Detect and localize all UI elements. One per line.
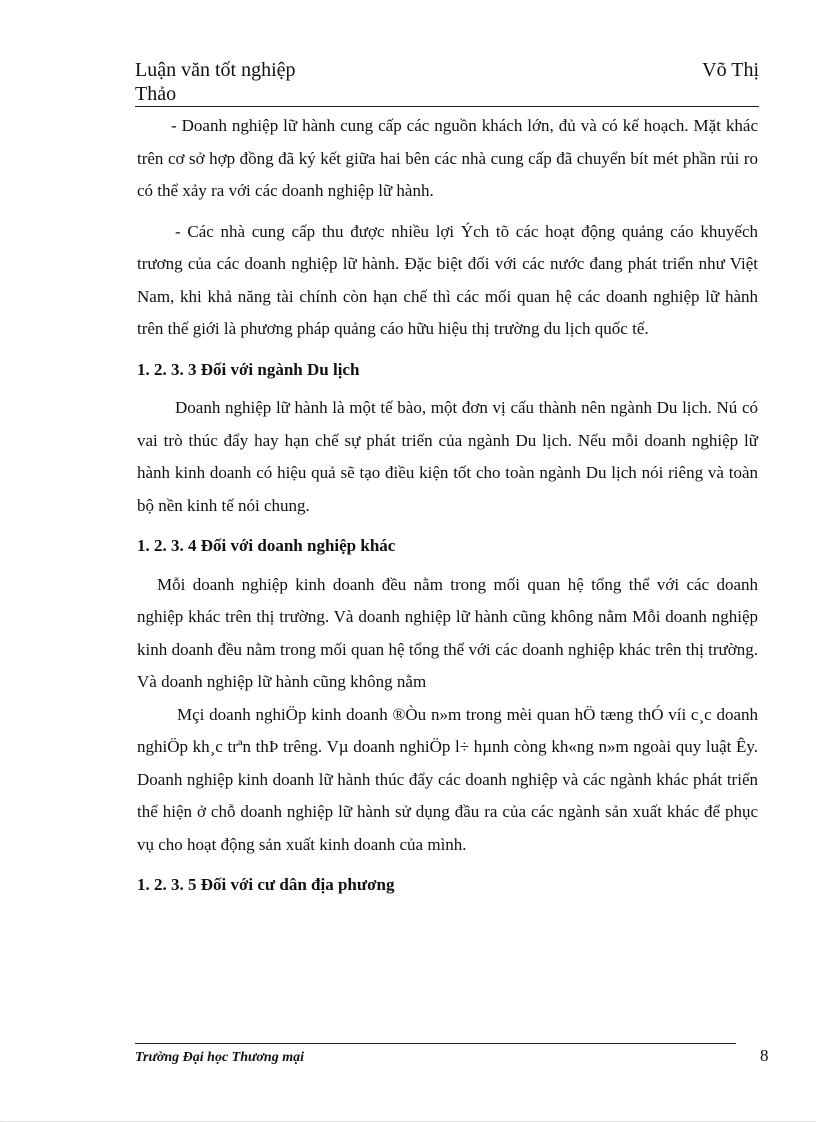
page-footer [135, 1043, 736, 1065]
paragraph-2: - Các nhà cung cấp thu được nhiều lợi Ých tõ các hoạt động quảng cáo khuyếch trương của các doanh nghiệp lữ hành. Đặc biệt đối với các nước đang phát triển như Việt Nam, khi khả năng tài chính còn hạn chế thì các mối quan hệ các doanh nghiệp lữ hành trên thế giới là phương pháp quảng cáo hữu hiệu thị trường du lịch quốc tế. [137, 221, 758, 338]
page-number: 8 [760, 1046, 769, 1065]
paragraph-5: Mçi doanh nghiÖp kinh doanh ®Òu n»m trong mèi quan hÖ tæng thÓ víi c¸c doanh nghiÖp kh¸c trªn thÞ trêng. Vµ doanh nghiÖp l÷ hµnh còng kh«ng n»m ngoài quy luật Êy. Doanh nghiệp kinh doanh lữ hành thúc đẩy các doanh nghiệp và các ngành khác phát triển thể hiện ở chỗ doanh nghiệp lữ hành sử dụng đầu ra của các ngành sản xuất khác để phục vụ cho hoạt động sản xuất kinh doanh của mình. [137, 704, 758, 854]
page-edge-divider [0, 1121, 816, 1122]
paragraph-1: - Doanh nghiệp lữ hành cung cấp các nguồn khách lớn, đủ và có kế hoạch. Mặt khác trên cơ sở hợp đồng đã ký kết giữa hai bên các nhà cung cấp đã chuyển bít mét phần rủi ro có thể xảy ra với các doanh nghiệp lữ hành. [137, 116, 758, 200]
section-heading-1-2-3-4: 1. 2. 3. 4 Đối với doanh nghiệp khác [137, 536, 396, 555]
paragraph-3: Doanh nghiệp lữ hành là một tế bào, một đơn vị cấu thành nên ngành Du lịch. Nú có vai trò thúc đẩy hay hạn chế sự phát triển của ngành Du lịch. Nếu mỗi doanh nghiệp lữ hành kinh doanh có hiệu quả sẽ tạo điều kiện tốt cho toàn ngành Du lịch nói riêng và toàn bộ nền kinh tế nói chung. [137, 398, 758, 515]
section-heading-1-2-3-3: 1. 2. 3. 3 Đối với ngành Du lịch [137, 359, 360, 379]
header-author: Võ Thị [702, 59, 759, 81]
paragraph-4: Mỗi doanh nghiệp kinh doanh đều nằm trong mối quan hệ tổng thể với các doanh nghiệp khác trên thị trường. Và doanh nghiệp lữ hành cũng không nằm Mỗi doanh nghiệp kinh doanh đều nằm trong mối quan hệ tổng thể với các doanh nghiệp khác trên thị trường. Và doanh nghiệp lữ hành cũng không nằm [137, 574, 758, 691]
section-heading-1-2-3-5: 1. 2. 3. 5 Đối với cư dân địa phương [137, 875, 395, 894]
document-body [137, 110, 758, 908]
header-author-continued: Thảo [135, 83, 177, 105]
footer-school: Trường Đại học Thương mại [135, 1050, 304, 1065]
header-title: Luận văn tốt nghiệp [135, 59, 296, 81]
page-header [135, 58, 759, 107]
